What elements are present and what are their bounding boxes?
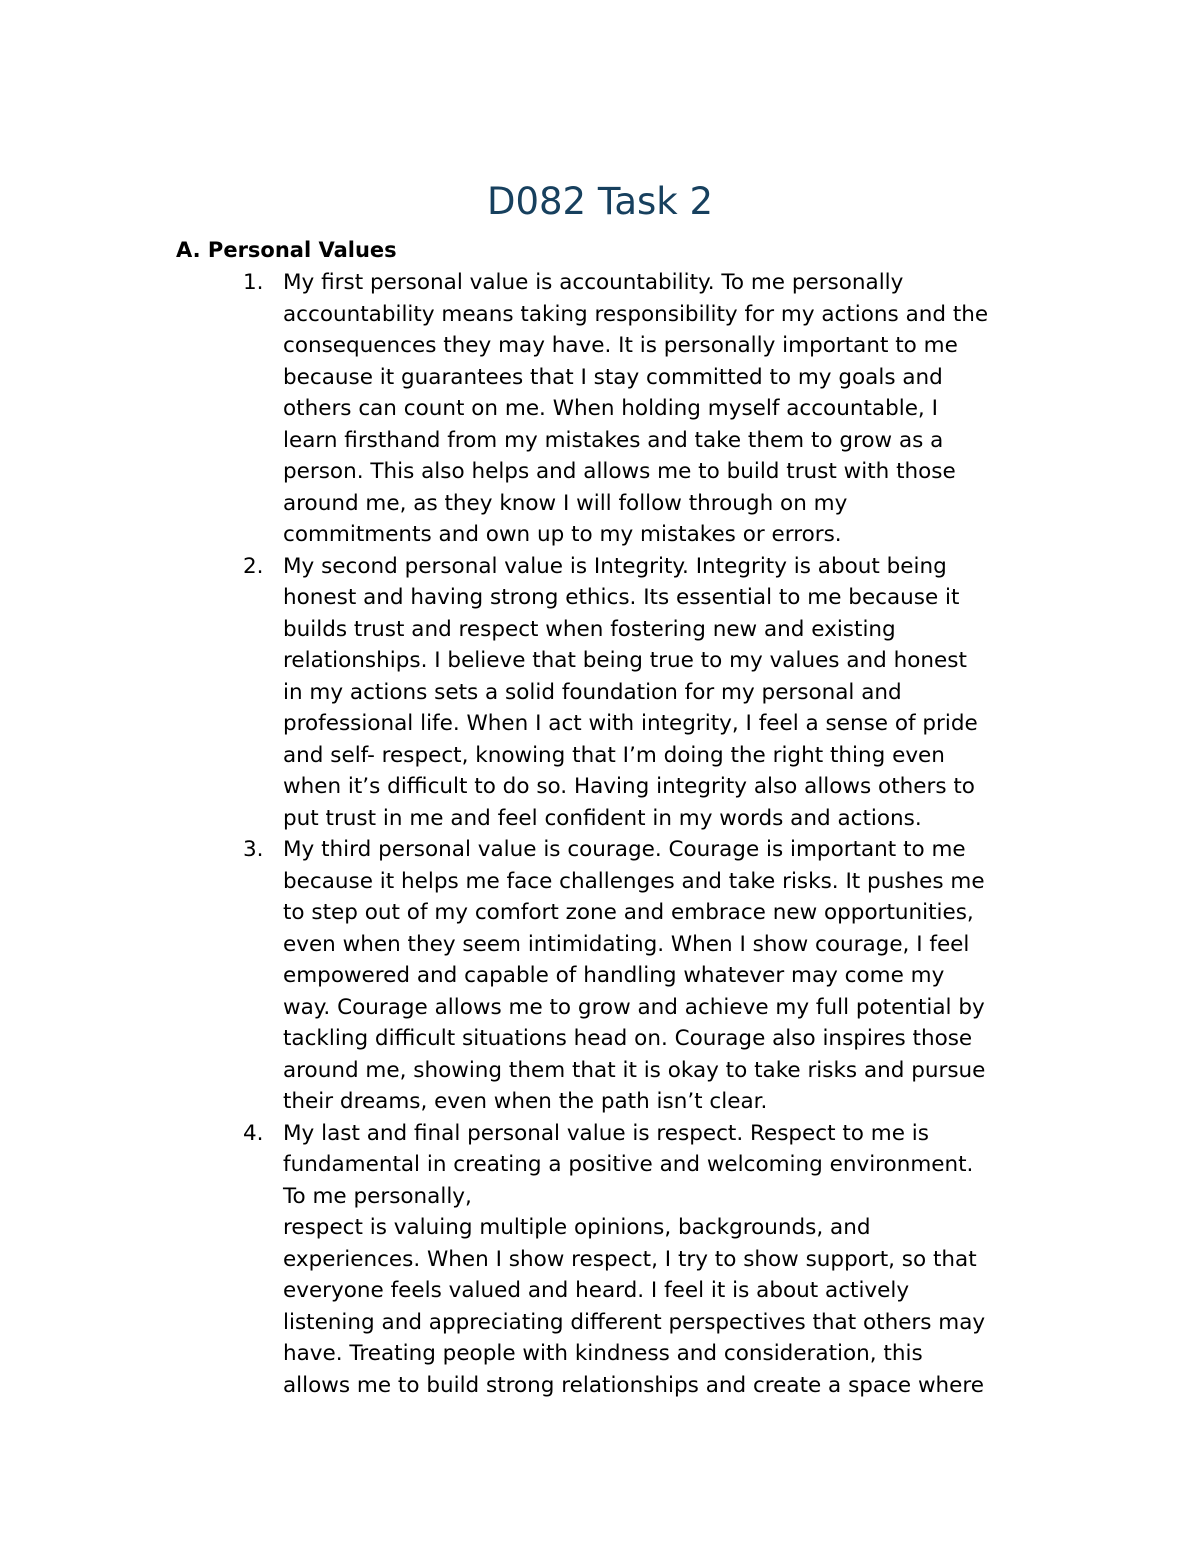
- list-item-line: in my actions sets a solid foundation for my personal and: [283, 679, 902, 705]
- list-item-line: their dreams, even when the path isn’t clear.: [283, 1089, 768, 1114]
- list-item-number: 3.: [243, 837, 264, 862]
- list-item-line: when it’s difficult to do so. Having integrity also allows others to: [283, 774, 975, 799]
- list-item-line: because it guarantees that I stay committed to my goals and: [283, 364, 943, 390]
- list-item-line: because it helps me face challenges and take risks. It pushes me: [283, 868, 985, 894]
- list-item-line: even when they seem intimidating. When I show courage, I feel: [283, 931, 970, 957]
- list-item-line: others can count on me. When holding myself accountable, I: [283, 396, 938, 421]
- list-item-line: and self- respect, knowing that I’m doing the right thing even: [283, 742, 945, 768]
- list-item-line: listening and appreciating different perspectives that others may: [283, 1309, 986, 1335]
- list-item-line: learn firsthand from my mistakes and take them to grow as a: [283, 427, 944, 453]
- list-item-line: tackling difficult situations head on. Courage also inspires those: [283, 1026, 973, 1051]
- list-item-line: My last and final personal value is respect. Respect to me is: [283, 1120, 929, 1146]
- personal-values-list: [243, 267, 1083, 1401]
- list-item-line: accountability means taking responsibility for my actions and the: [283, 301, 989, 327]
- list-item-line: fundamental in creating a positive and welcoming environment.: [283, 1152, 974, 1177]
- list-item-line: My first personal value is accountability. To me personally: [283, 270, 904, 295]
- list-item-line: builds trust and respect when fostering new and existing: [283, 616, 896, 642]
- list-item-line: put trust in me and feel confident in my words and actions.: [283, 805, 922, 831]
- list-item-line: relationships. I believe that being true to my values and honest: [283, 648, 967, 673]
- section-heading-personal-values: A. Personal Values: [176, 238, 397, 262]
- list-item-line: around me, as they know I will follow through on my: [283, 490, 848, 516]
- list-item-line: around me, showing them that it is okay to take risks and pursue: [283, 1057, 986, 1083]
- list-item-line: way. Courage allows me to grow and achieve my full potential by: [283, 994, 985, 1020]
- list-item: [243, 834, 1083, 1118]
- list-item-line: professional life. When I act with integrity, I feel a sense of pride: [283, 711, 978, 736]
- list-item-line: respect is valuing multiple opinions, backgrounds, and: [283, 1215, 871, 1240]
- list-item-line: My second personal value is Integrity. Integrity is about being: [283, 553, 947, 579]
- list-item: [243, 1118, 1083, 1402]
- list-item-line: empowered and capable of handling whatever may come my: [283, 963, 945, 988]
- list-item-line: commitments and own up to my mistakes or errors.: [283, 522, 842, 547]
- list-item-line: everyone feels valued and heard. I feel it is about actively: [283, 1278, 910, 1303]
- list-item-line: experiences. When I show respect, I try to show support, so that: [283, 1246, 977, 1272]
- list-item-line: to step out of my comfort zone and embrace new opportunities,: [283, 900, 974, 925]
- list-item-number: 1.: [243, 270, 264, 295]
- list-item-number: 4.: [243, 1120, 264, 1146]
- list-item-line: honest and having strong ethics. Its essential to me because it: [283, 585, 960, 610]
- list-item-line: person. This also helps and allows me to build trust with those: [283, 459, 956, 484]
- document-title: D082 Task 2: [486, 180, 714, 223]
- list-item-line: My third personal value is courage. Courage is important to me: [283, 837, 966, 862]
- list-item-number: 2.: [243, 553, 264, 579]
- list-item-line: To me personally,: [283, 1183, 472, 1209]
- list-item: [243, 551, 1083, 835]
- list-item-line: consequences they may have. It is personally important to me: [283, 333, 958, 358]
- list-item-line: allows me to build strong relationships and create a space where: [283, 1372, 985, 1398]
- list-item: [243, 267, 1083, 551]
- list-item-line: have. Treating people with kindness and consideration, this: [283, 1341, 923, 1366]
